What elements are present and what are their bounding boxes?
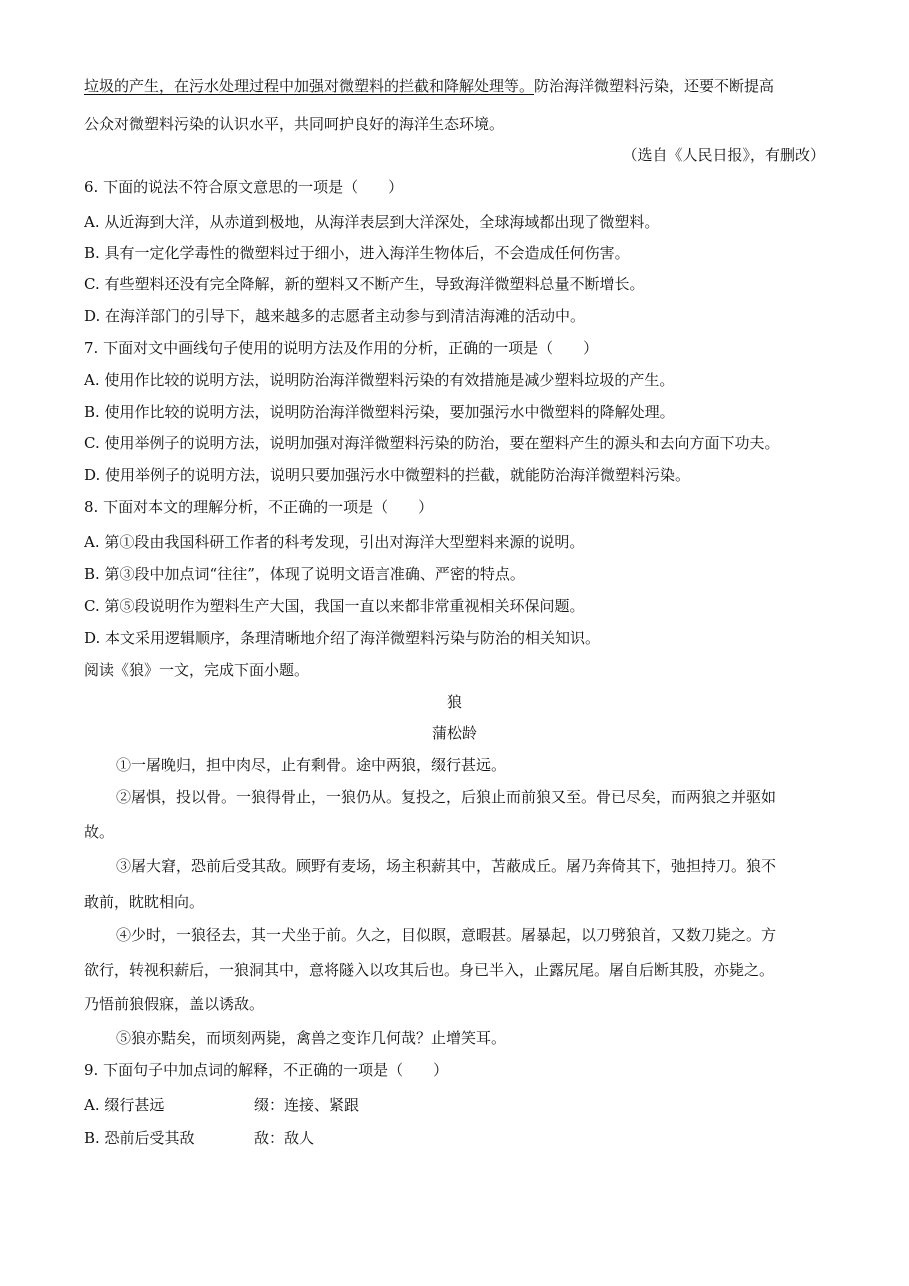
question-6-option-a: A. 从近海到大洋，从赤道到极地，从海洋表层到大洋深处，全球海域都出现了微塑料。 xyxy=(84,213,660,231)
poem-paragraph-5: ⑤狼亦黠矣，而顷刻两毙，禽兽之变诈几何哉？止增笑耳。 xyxy=(116,1029,507,1047)
question-8-option-b: B. 第③段中加点词“往往”，体现了说明文语言准确、严密的特点。 xyxy=(84,565,525,583)
poem-paragraph-1: ①一屠晚归，担中肉尽，止有剩骨。途中两狼，缀行甚远。 xyxy=(116,756,507,774)
question-6-option-d: D. 在海洋部门的引导下，越来越多的志愿者主动参与到清洁海滩的活动中。 xyxy=(84,307,586,325)
question-9-stem: 9. 下面句子中加点词的解释，不正确的一项是（ ） xyxy=(84,1061,449,1079)
poem-paragraph-3-line-1: ③屠大窘，恐前后受其敌。顾野有麦场，场主积薪其中，苫蔽成丘。屠乃奔倚其下，弛担持刀。狼不 xyxy=(116,857,777,875)
poem-title: 狼 xyxy=(446,693,462,711)
question-6-option-c: C. 有些塑料还没有完全降解，新的塑料又不断产生，导致海洋微塑料总量不断增长。 xyxy=(84,275,645,293)
question-6-stem: 6. 下面的说法不符合原文意思的一项是（ ） xyxy=(84,178,404,196)
question-9-option-a xyxy=(84,1095,825,1115)
question-9-option-a-gloss: 缀：连接、紧跟 xyxy=(254,1096,360,1114)
poem-paragraph-4-line-2: 欲行，转视积薪后，一狼洞其中，意将隧入以攻其后也。身已半入，止露尻尾。屠自后断其股，亦毙之。 xyxy=(84,961,775,979)
question-8-option-d: D. 本文采用逻辑顺序，条理清晰地介绍了海洋微塑料污染与防治的相关知识。 xyxy=(84,629,601,647)
question-9-option-b-gloss: 敌：敌人 xyxy=(254,1129,315,1147)
reading-intro: 阅读《狼》一文，完成下面小题。 xyxy=(84,661,310,679)
poem-paragraph-2-line-2: 故。 xyxy=(84,823,115,841)
question-7-option-d: D. 使用举例子的说明方法，说明只要加强污水中微塑料的拦截，就能防治海洋微塑料污染。 xyxy=(84,466,691,484)
question-8-option-c: C. 第⑤段说明作为塑料生产大国，我国一直以来都非常重视相关环保问题。 xyxy=(84,597,585,615)
question-7-option-c: C. 使用举例子的说明方法，说明加强对海洋微塑料污染的防治，要在塑料产生的源头和去向方面下功夫。 xyxy=(84,434,780,452)
question-8-option-a: A. 第①段由我国科研工作者的科考发现，引出对海洋大型塑料来源的说明。 xyxy=(84,533,585,551)
underlined-sentence: 垃圾的产生，在污水处理过程中加强对微塑料的拦截和降解处理等。 xyxy=(84,77,535,95)
poem-paragraph-4-line-1: ④少时，一狼径去，其一犬坐于前。久之，目似瞑，意暇甚。屠暴起，以刀劈狼首，又数刀毙之。方 xyxy=(116,926,777,944)
passage-line-2: 公众对微塑料污染的认识水平，共同呵护良好的海洋生态环境。 xyxy=(84,115,505,133)
passage-line-1-rest: 防治海洋微塑料污染，还要不断提高 xyxy=(534,77,775,95)
poem-paragraph-3-line-2: 敢前，眈眈相向。 xyxy=(84,893,205,911)
question-7-option-a: A. 使用作比较的说明方法，说明防治海洋微塑料污染的有效措施是减少塑料垃圾的产生。 xyxy=(84,371,675,389)
question-9-option-b-label: B. 恐前后受其敌 xyxy=(84,1129,195,1147)
source-citation: （选自《人民日报》，有删改） xyxy=(622,146,825,164)
poem-paragraph-4-line-3: 乃悟前狼假寐，盖以诱敌。 xyxy=(84,995,265,1013)
poem-paragraph-2-line-1: ②屠惧，投以骨。一狼得骨止，一狼仍从。复投之，后狼止而前狼又至。骨已尽矣，而两狼之并驱如 xyxy=(116,788,777,806)
question-6-option-b: B. 具有一定化学毒性的微塑料过于细小，进入海洋生物体后，不会造成任何伤害。 xyxy=(84,244,630,262)
question-8-stem: 8. 下面对本文的理解分析，不正确的一项是（ ） xyxy=(84,498,434,516)
poem-author: 蒲松龄 xyxy=(431,724,477,742)
question-7-stem: 7. 下面对文中画线句子使用的说明方法及作用的分析，正确的一项是（ ） xyxy=(84,339,599,357)
question-9-option-a-label: A. 缀行甚远 xyxy=(84,1096,165,1114)
question-7-option-b: B. 使用作比较的说明方法，说明防治海洋微塑料污染，要加强污水中微塑料的降解处理。 xyxy=(84,403,675,421)
question-9-option-b xyxy=(84,1128,825,1148)
passage-line-1 xyxy=(84,76,825,96)
